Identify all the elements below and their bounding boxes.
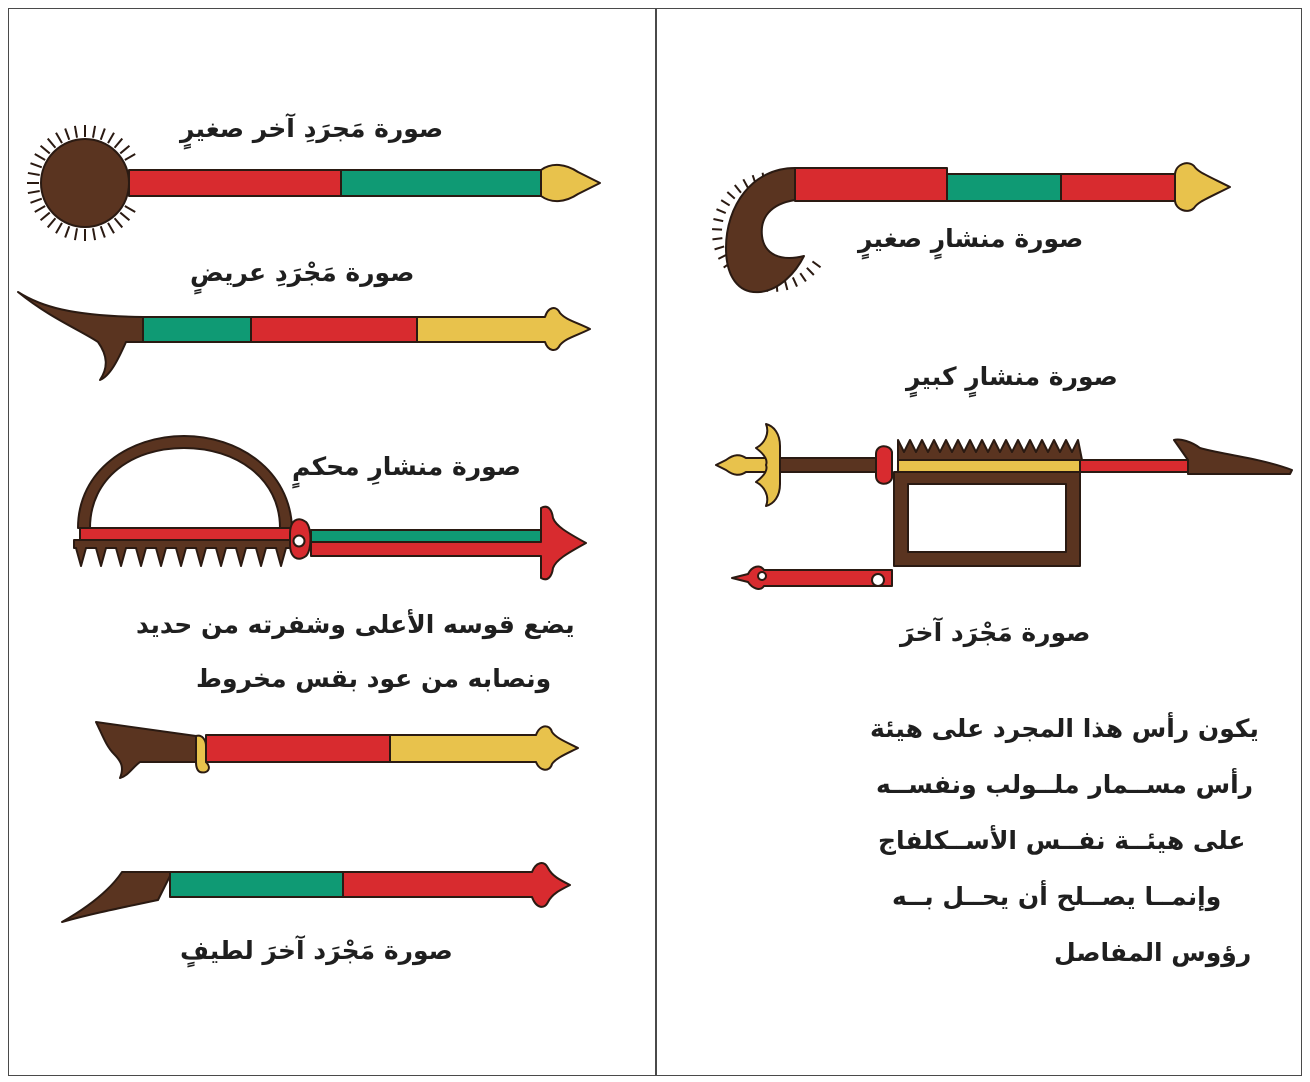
sun-ray [35, 154, 45, 160]
hook-tooth [793, 277, 797, 286]
label-wide-mijrad: صورة مَجْرَدِ عريضٍ [190, 258, 415, 287]
sun-ray [125, 154, 135, 160]
label-strong-saw: صورة منشارِ محكمٍ [292, 452, 521, 481]
sun-ray [65, 226, 69, 237]
wide-mijrad-drawing [18, 292, 590, 380]
sun-ray [30, 163, 41, 167]
sun-ray [120, 146, 129, 154]
right-note-line: رؤوس المفاصل [1054, 938, 1252, 967]
hook-tooth [807, 268, 814, 275]
right-note-line: رأس مســمار ملــولب ونفســه [876, 770, 1254, 799]
hook-tooth [716, 209, 725, 213]
hook-tooth [743, 179, 748, 188]
sun-ray [28, 191, 40, 193]
fine-other-mijrad-drawing [62, 863, 570, 922]
sun-ray [75, 228, 77, 240]
sun-ray [41, 213, 50, 221]
sun-ray [108, 223, 114, 233]
hook-tooth [785, 280, 788, 290]
label-other-mijrad: صورة مَجْرَد آخرَ [900, 618, 1091, 647]
hook-tooth [721, 200, 729, 205]
sun-ray [41, 146, 50, 154]
hook-tooth [713, 219, 723, 221]
sun-ray [56, 223, 62, 233]
hook-tooth [800, 273, 806, 281]
label-fine-other-mijrad: صورة مَجْرَد آخرَ لطيفٍ [180, 936, 453, 965]
sun-ray [56, 133, 62, 143]
sun-ray [65, 128, 69, 139]
label-small-other-mijrad: صورة مَجرَدِ آخر صغيرٍ [180, 114, 444, 143]
sun-ray [101, 128, 105, 139]
hook-tooth [712, 238, 722, 239]
right-note-line: وإنمــا يصــلح أن يحــل بــه [892, 882, 1222, 911]
sun-ray [48, 218, 56, 227]
hook-tooth [735, 185, 741, 193]
sun-ray [101, 226, 105, 237]
note-line-1: يضع قوسه الأعلى وشفرته من حديد [136, 610, 575, 639]
right-note-line: يكون رأس هذا المجرد على هيئة [870, 714, 1259, 743]
right-note-line: على هيئــة نفــس الأســكلفاج [878, 826, 1246, 855]
label-large-saw: صورة منشارٍ كبيرٍ [906, 362, 1118, 391]
sun-ray [30, 199, 41, 203]
sun-ray [93, 228, 95, 240]
hook-tooth [812, 261, 820, 267]
sun-ray [48, 139, 56, 148]
sun-ray [28, 173, 40, 175]
hook-tooth [727, 192, 734, 199]
sun-ray [120, 213, 129, 221]
sun-ray [35, 206, 45, 212]
sun-ray [93, 126, 95, 138]
hook-tooth [715, 246, 725, 249]
sun-ray [115, 139, 123, 148]
large-saw-drawing [716, 424, 1292, 589]
sun-ray [108, 133, 114, 143]
sun-ray [75, 126, 77, 138]
label-small-saw: صورة منشارٍ صغيرٍ [858, 224, 1084, 253]
sun-ray [115, 218, 123, 227]
sun-ray [125, 206, 135, 212]
handle-mijrad-drawing [96, 722, 578, 778]
note-line-2: ونصابه من عود بقس مخروط [196, 664, 552, 693]
